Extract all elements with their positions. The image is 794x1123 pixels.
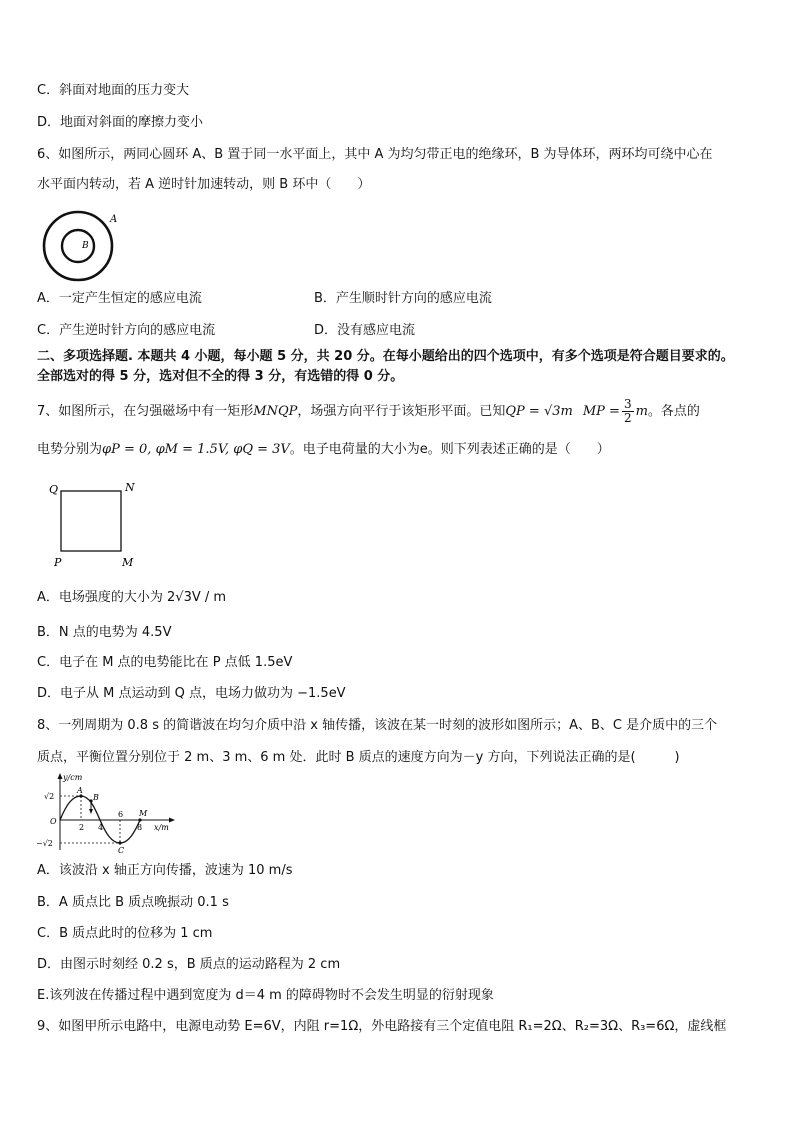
q8-option-a: A．该波沿 x 轴正方向传播，波速为 10 m/s [37,863,293,878]
q7-stem-line-2 [37,440,610,460]
ring-a [44,212,112,280]
q6-option-b: B．产生顺时针方向的感应电流 [314,291,492,306]
q8-stem-line-2: 质点，平衡位置分别位于 2 m、3 m、6 m 处．此时 B 质点的速度方向为－y 方向，下列说法正确的是( ) [37,750,680,765]
q7-mp-unit: m [635,404,648,419]
q7-phi-m: φM = 1.5V, [155,442,230,457]
q7-option-c: C．电子在 M 点的电势能比在 P 点低 1.5eV [37,655,293,670]
q6-option-a: A．一定产生恒定的感应电流 [37,291,202,306]
point-b-arrowhead [89,809,93,814]
q6-option-c: C．产生逆时针方向的感应电流 [37,323,216,338]
section-2-line-2: 全部选对的得 5 分，选对但不全的得 3 分，有选错的得 0 分。 [37,369,404,384]
q8-stem-line-1: 8、一列周期为 0.8 s 的简谐波在均匀介质中沿 x 轴传播，该波在某一时刻的波形如图所示；A、B、C 是介质中的三个 [37,718,718,733]
q7-option-d: D．电子从 M 点运动到 Q 点，电场力做功为 −1.5eV [37,686,346,701]
point-a-label: A [77,786,83,795]
q5-option-c: C．斜面对地面的压力变大 [37,83,190,98]
x-tick-4: 4 [98,823,104,832]
x-axis-label: x/m [154,823,169,832]
q7-mp-fraction [622,398,634,425]
q8-option-d: D．由图示时刻经 0.2 s，B 质点的运动路程为 2 cm [37,957,341,972]
y-axis-arrow [58,773,63,779]
q7-stem-pre: 7、如图所示，在匀强磁场中有一矩形 [37,404,254,419]
vertex-m-label: M [122,556,134,569]
point-c-marker [118,841,121,844]
section-2-line-1: 二、多项选择题. 本题共 4 小题，每小题 5 分，共 20 分。在每小题给出的四个选项中，有多个选项是符合题目要求的。 [37,349,734,364]
x-tick-8: 8 [137,823,143,832]
point-b-label: B [93,793,99,802]
vertex-p-label: P [54,556,62,569]
q8-wave-figure [34,770,184,856]
q7-stem-mid: ，场强方向平行于该矩形平面。已知 [297,404,506,419]
x-axis-arrow [169,818,175,823]
q6-concentric-rings-figure [36,208,128,288]
y-axis-label: y/cm [63,773,83,782]
q7-option-b: B．N 点的电势为 4.5V [37,625,172,640]
vertex-q-label: Q [49,483,59,496]
q7-rectangle-figure [46,478,146,570]
q6-stem-line-2: 水平面内转动，若 A 逆时针加速转动，则 B 环中（ ） [37,177,371,192]
point-m-marker [138,818,141,821]
x-tick-2: 2 [79,823,85,832]
origin-label: O [50,817,57,826]
frac-denominator: 2 [623,411,632,425]
q7-stem-end: 。各点的 [647,404,700,419]
vertex-n-label: N [125,481,135,494]
y-neg-tick: −√2 [36,839,53,848]
q7-phi-p: φP = 0, [102,442,152,457]
y-pos-tick: √2 [44,792,55,801]
q7-line2-end: 。电子电荷量的大小为e。则下列表述正确的是（ ） [289,442,610,457]
ring-b-label: B [82,241,89,251]
q8-option-c: C．B 质点此时的位移为 1 cm [37,926,213,941]
q7-stem-line-1 [37,398,700,425]
q7-rect-name: MNQP [253,404,298,419]
q7-line2-pre: 电势分别为 [37,442,103,457]
q8-option-e: E.该列波在传播过程中遇到宽度为 d＝4 m 的障碍物时不会发生明显的衍射现象 [37,988,494,1003]
q9-stem-line-1: 9、如图甲所示电路中，电源电动势 E=6V，内阻 r=1Ω，外电路接有三个定值电阻 R₁=2Ω、R₂=3Ω、R₃=6Ω，虚线框 [37,1019,727,1034]
frac-numerator: 3 [623,397,632,411]
ring-b [62,230,94,262]
q7-option-a: A．电场强度的大小为 2√3V / m [37,590,227,605]
q7-mp-label: MP = [582,404,620,419]
rectangle-mnqp [61,491,121,551]
q8-option-b: B．A 质点比 B 质点晚振动 0.1 s [37,895,229,910]
x-tick-6: 6 [118,810,124,819]
point-m-label: M [139,809,148,818]
q7-phi-q: φQ = 3V [233,442,290,457]
q7-qp-equation: QP = √3m [505,404,573,419]
ring-a-label: A [110,214,118,225]
q6-option-d: D．没有感应电流 [314,323,416,338]
q6-stem-line-1: 6、如图所示，两同心圆环 A、B 置于同一水平面上，其中 A 为均匀带正电的绝缘环，B 为导体环，两环均可绕中心在 [37,147,713,162]
point-c-label: C [118,846,125,855]
q5-option-d: D．地面对斜面的摩擦力变小 [37,115,204,130]
